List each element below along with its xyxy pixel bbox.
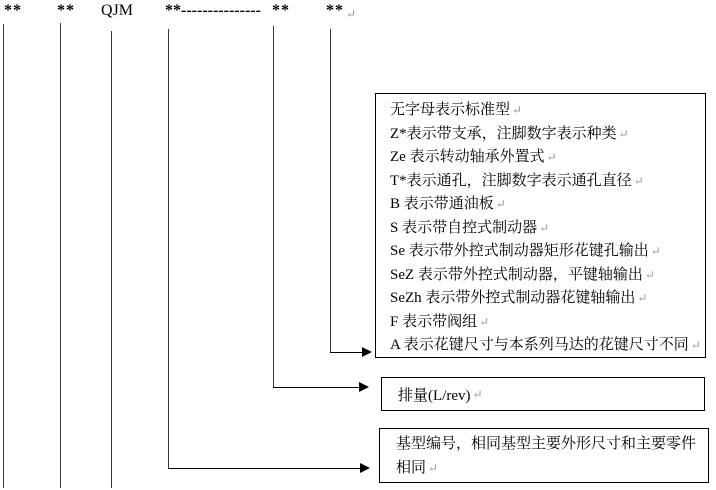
return-mark-icon: ↵ [644,267,655,282]
return-mark-icon: ↵ [472,386,483,401]
legend-line-text: Ze 表示转动轴承外置式 [390,149,545,165]
legend-line [390,334,699,358]
base-model-label: 基型编号，相同基型主要外形尺寸和主要零件相同 [396,436,697,476]
base-model-box [379,428,709,483]
arrow-right-icon [360,463,370,473]
legend-line-text: A 表示花键尺寸与本系列马达的花键尺寸不同 [390,337,689,353]
return-mark-icon: ↵ [479,314,490,329]
legend-line [390,99,699,123]
connector-to-legend-box [330,352,363,353]
return-mark-icon: ↵ [637,291,648,305]
return-mark-icon: ↵ [428,461,439,475]
return-mark-icon: ↵ [633,173,644,188]
return-mark-icon: ↵ [512,103,523,117]
legend-box [375,93,706,358]
leader-line-3 [111,31,112,488]
arrow-right-icon [362,347,372,357]
return-mark-icon: ↵ [495,197,506,211]
return-mark-icon: ↵ [690,338,701,352]
return-mark-icon: ↵ [539,220,550,235]
legend-line-text: SeZ 表示带外控式制动器，平键轴输出 [390,266,643,283]
legend-line-text: B 表示带通油板 [390,196,494,212]
code-token-5: ** [272,2,290,19]
legend-line [390,146,699,170]
connector-to-base-model-box [168,468,361,469]
leader-line-1 [3,24,4,488]
legend-line [390,287,699,311]
displacement-box [381,377,705,411]
legend-line [390,170,699,194]
code-token-1: ** [4,2,22,19]
legend-line [390,193,699,217]
return-mark-icon: ↵ [546,150,557,164]
leader-line-4 [168,29,169,468]
legend-line-text: T*表示通孔，注脚数字表示通孔直径 [390,172,632,189]
legend-line-text: 无字母表示标准型 [390,102,511,118]
legend-line-text: Z*表示带支承，注脚数字表示种类 [390,125,617,142]
legend-line-text: S 表示带自控式制动器 [390,219,538,236]
code-token-2: ** [57,2,75,19]
legend-line-text: F 表示带阀组 [390,313,478,330]
leader-line-2 [60,23,61,488]
legend-line-text: SeZh 表示带外控式制动器花键轴输出 [390,290,636,306]
displacement-label: 排量(L/rev) [398,387,471,404]
code-token-qjm: QJM [101,2,134,19]
legend-line [390,264,699,288]
legend-line [390,240,699,264]
code-token-6 [326,2,356,20]
legend-line [390,217,699,241]
leader-line-6 [330,29,331,352]
connector-to-displacement-box [273,387,360,388]
return-mark-icon: ↵ [650,244,661,258]
code-token-6-text: ** [326,2,344,19]
return-mark-icon: ↵ [618,126,629,141]
legend-line [390,311,699,335]
code-token-4: **--------------- [165,2,261,19]
arrow-right-icon [359,382,369,392]
return-mark-icon: ↵ [346,7,357,21]
leader-line-5 [273,26,274,387]
legend-line [390,123,699,147]
legend-line-text: Se 表示带外控式制动器矩形花键孔输出 [390,243,649,259]
